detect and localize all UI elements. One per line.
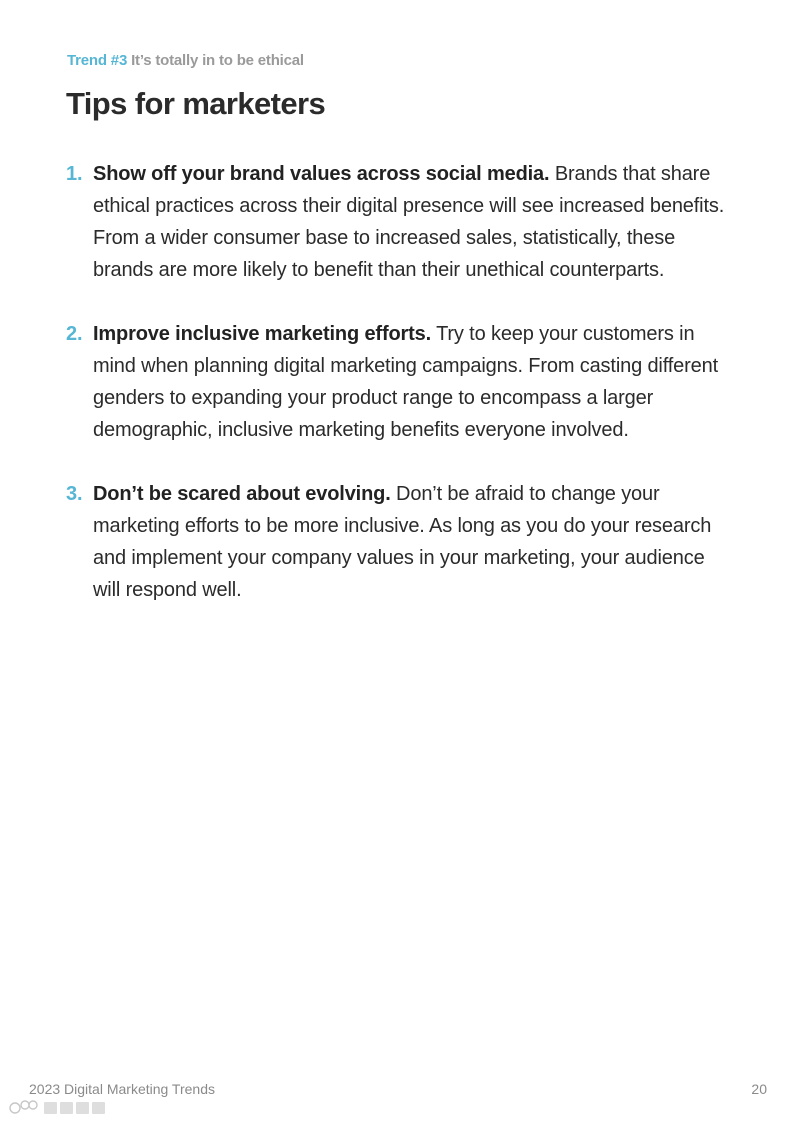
tip-body: Try to keep your customers in mind when planning digital marketing campaigns. From casting different genders to expanding your product range to encompass a larger demographic, inclusive marketing benefits everyone involved. <box>93 323 719 441</box>
tip-body: Brands that share ethical practices across their digital presence will see increased benefits. From a wider consumer base to increased sales, statistically, these brands are more likely to benefit than their unethical counterparts. <box>93 163 725 281</box>
trend-title: It’s totally in to be ethical <box>131 52 304 69</box>
tip-number: 2. <box>66 323 83 345</box>
tip-lead: Improve inclusive marketing efforts. <box>93 323 432 345</box>
tip-lead: Don’t be scared about evolving. <box>93 483 391 505</box>
tip-item <box>66 158 731 286</box>
tips-list <box>66 158 731 638</box>
tip-body: Don’t be afraid to change your marketing efforts to be more inclusive. As long as you do your research and implement your company values in your marketing, your audience will respond well. <box>93 483 712 601</box>
tip-number: 3. <box>66 483 83 505</box>
page-title: Tips for marketers <box>66 86 326 121</box>
trend-number: Trend #3 <box>67 52 128 69</box>
footer-document-title: 2023 Digital Marketing Trends <box>29 1081 215 1097</box>
watermark-logo-icon <box>6 1096 106 1118</box>
tip-item <box>66 478 731 606</box>
footer-page-number: 20 <box>751 1081 767 1097</box>
tip-item <box>66 318 731 446</box>
tip-number: 1. <box>66 163 83 185</box>
section-eyebrow <box>67 52 304 69</box>
tip-lead: Show off your brand values across social media. <box>93 163 550 185</box>
